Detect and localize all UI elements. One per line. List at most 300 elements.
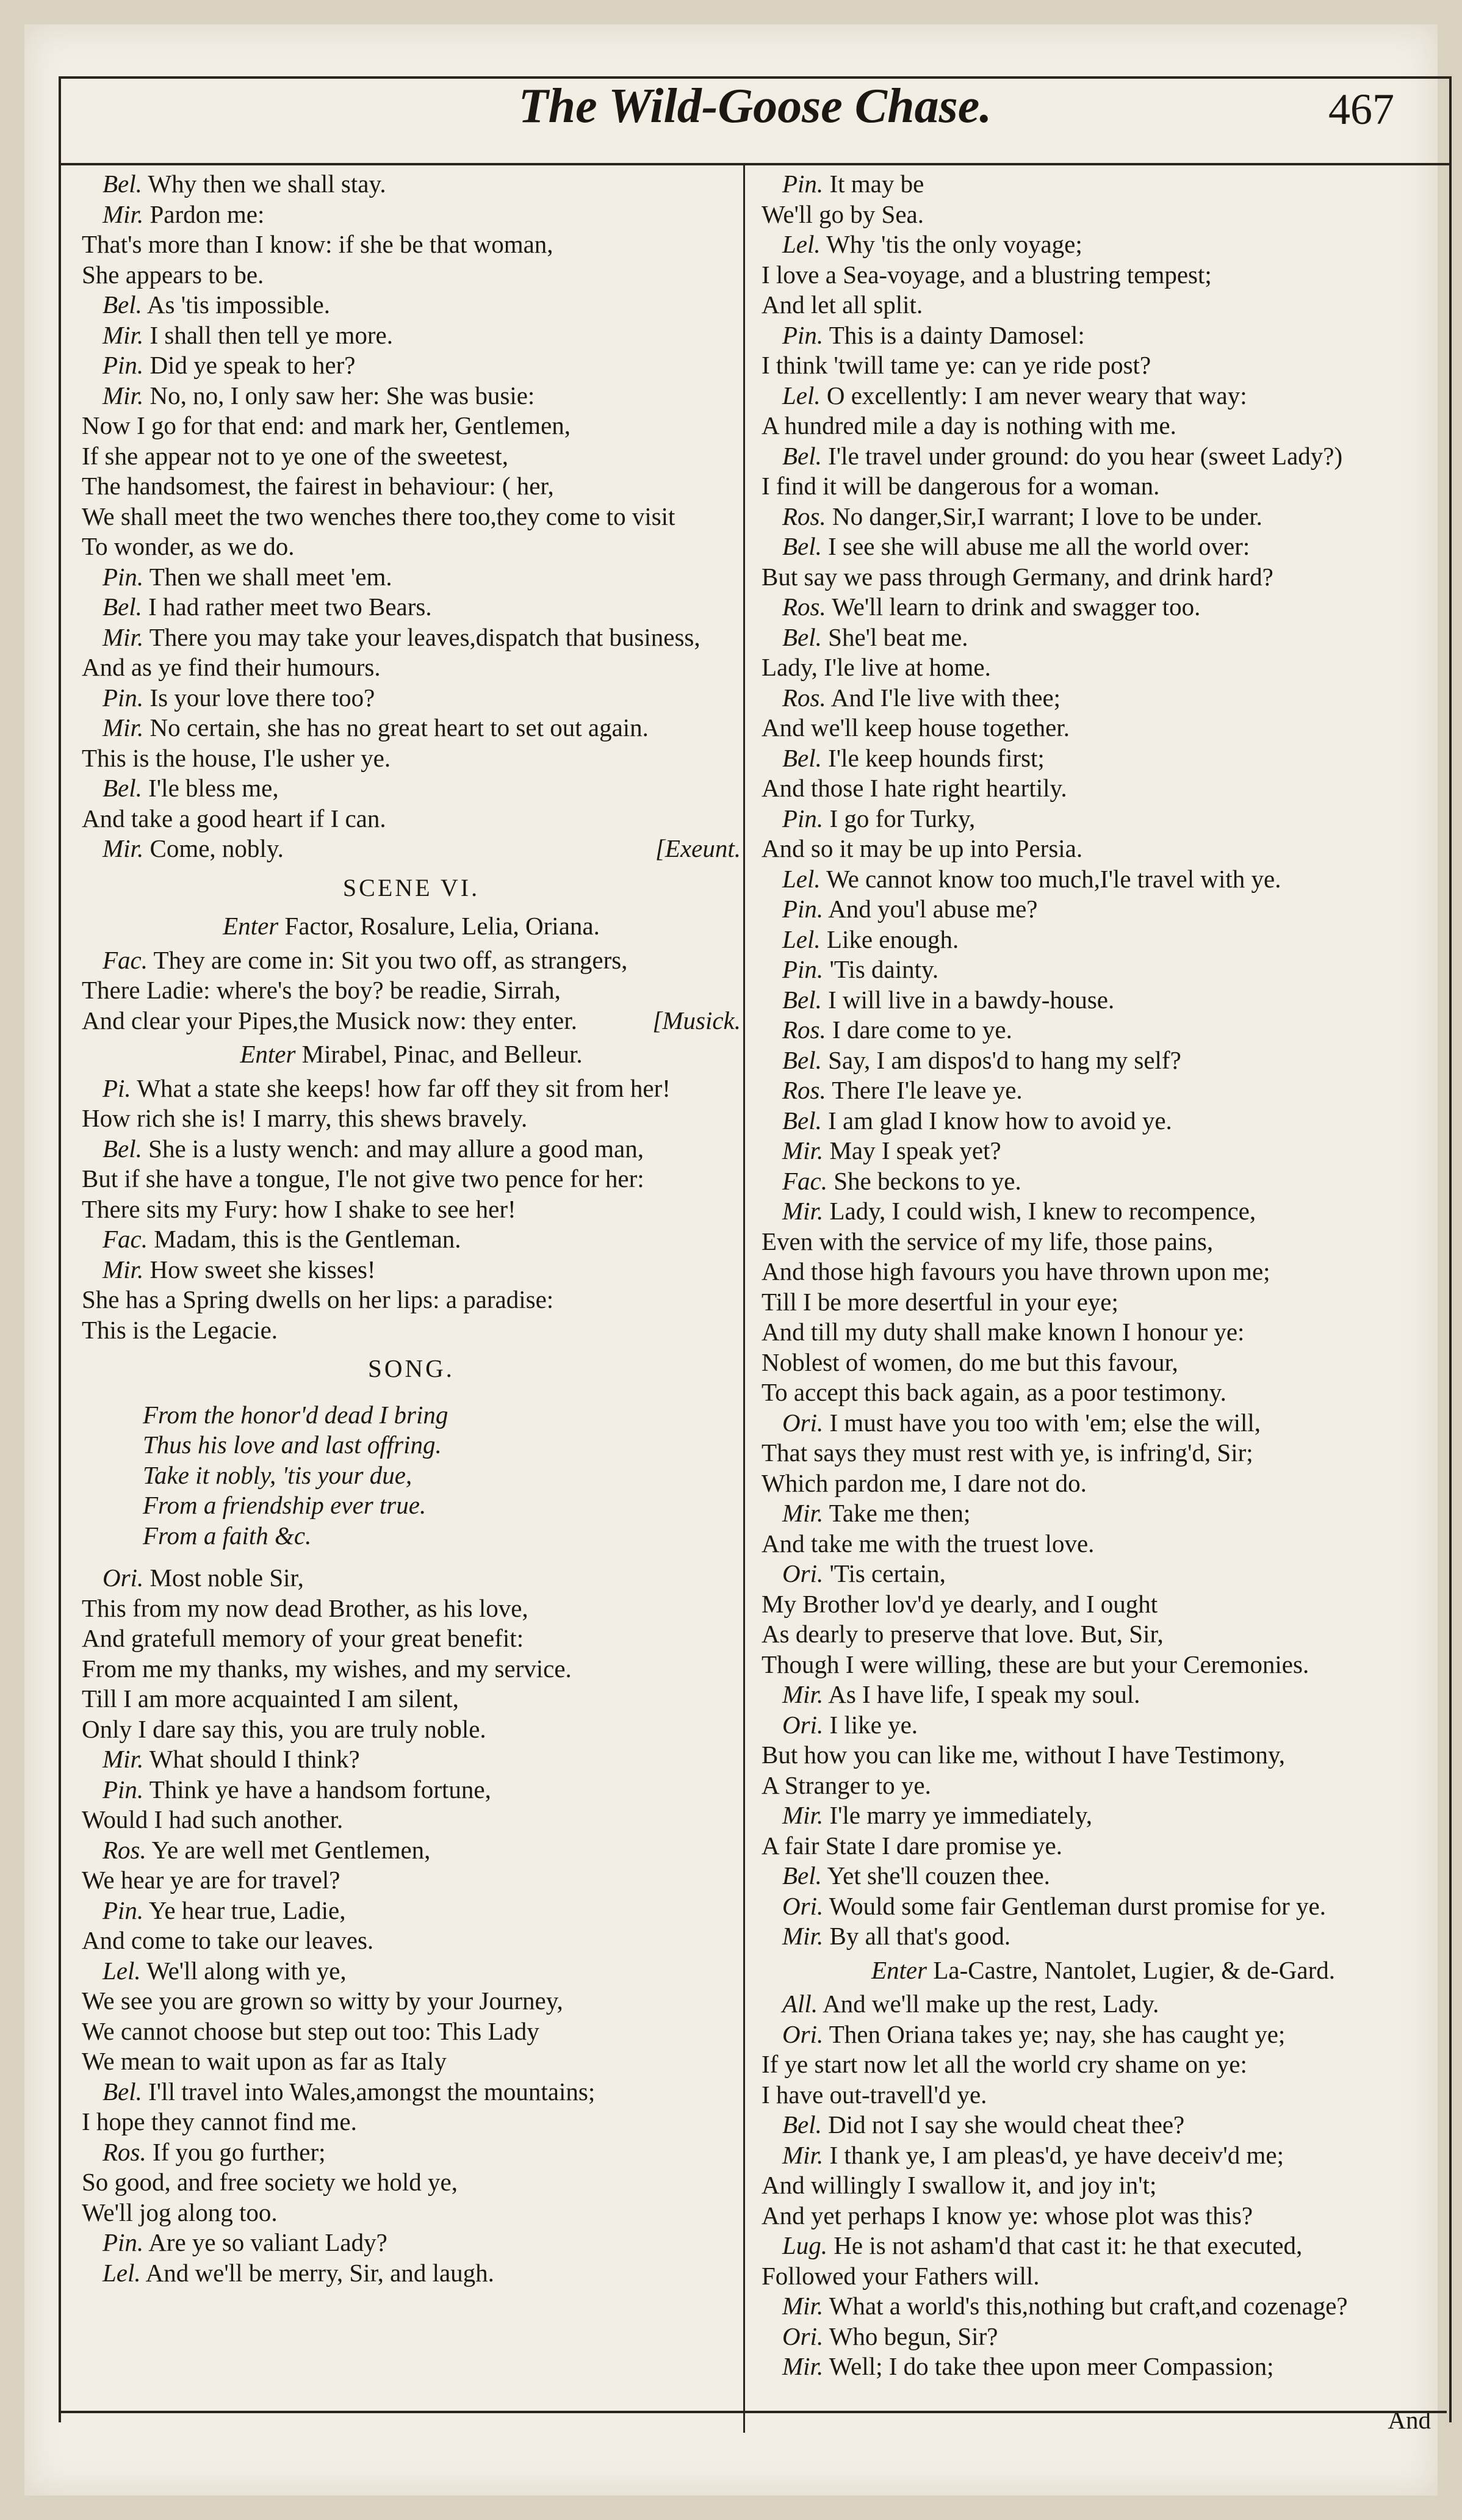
speaker-name: Fac. <box>103 945 148 974</box>
verse-line <box>82 1194 741 1225</box>
line-text: How sweet she kisses! <box>149 1255 376 1283</box>
speech-line <box>762 894 1445 925</box>
speech-line <box>82 1255 741 1285</box>
speaker-name: Mir. <box>103 713 144 742</box>
line-text: I had rather meet two Bears. <box>148 593 432 621</box>
verse-line <box>762 1771 1445 1801</box>
verse-line <box>82 229 741 260</box>
line-text: I'le keep hounds first; <box>828 743 1045 772</box>
line-text: I have out-travell'd ye. <box>762 2080 987 2109</box>
line-text: We'll along with ye, <box>146 1956 347 1985</box>
line-text: 'Tis dainty. <box>829 955 939 983</box>
line-text: And so it may be up into Persia. <box>762 834 1083 862</box>
right-column <box>762 169 1445 2382</box>
speaker-name: Bel. <box>782 1861 822 1890</box>
line-text: But how you can like me, without I have Testimony, <box>762 1741 1285 1769</box>
speech-line <box>762 2322 1445 2352</box>
verse-line <box>762 2261 1445 2292</box>
line-text: I dare come to ye. <box>832 1016 1012 1044</box>
line-text: A hundred mile a day is nothing with me. <box>762 411 1176 439</box>
line-text: My Brother lov'd ye dearly, and I ought <box>762 1589 1158 1618</box>
speech-line <box>762 623 1445 653</box>
speaker-name: Ros. <box>782 593 826 621</box>
speech-line <box>762 1196 1445 1227</box>
speaker-name: Mir. <box>103 1255 144 1283</box>
verse-line <box>762 1529 1445 1559</box>
line-text: We mean to wait upon as far as Italy <box>82 2047 447 2075</box>
line-text: Pardon me: <box>149 200 265 228</box>
verse-line <box>762 773 1445 804</box>
speech-line <box>762 1075 1445 1106</box>
verse-line <box>82 441 741 472</box>
speaker-name: Mir. <box>782 1922 824 1950</box>
line-text: I'le bless me, <box>148 774 279 802</box>
song-title: SONG. <box>368 1354 455 1382</box>
verse-line <box>762 1740 1445 1771</box>
line-text: And you'l abuse me? <box>828 895 1038 923</box>
verse-line <box>762 1438 1445 1468</box>
line-text: This is a dainty Damosel: <box>829 320 1085 349</box>
verse-line <box>762 2170 1445 2201</box>
line-text: 'Tis certain, <box>829 1559 946 1587</box>
speech-line <box>762 1891 1445 1922</box>
speech-line <box>762 804 1445 834</box>
line-text: Is your love there too? <box>149 683 375 712</box>
speaker-name: Pin. <box>103 1896 144 1924</box>
speech-line <box>82 623 741 653</box>
verse-line <box>762 2080 1445 2110</box>
speaker-name: Ros. <box>782 1076 826 1104</box>
speech-line <box>762 1861 1445 1891</box>
line-text: She beckons to ye. <box>834 1166 1021 1195</box>
scene-heading: SCENE VI. <box>342 873 480 901</box>
speech-line <box>762 229 1445 260</box>
line-text: A fair State I dare promise ye. <box>762 1831 1062 1860</box>
line-text: She appears to be. <box>82 260 264 289</box>
line-text: Most noble Sir, <box>149 1564 304 1592</box>
left-column <box>82 169 741 2288</box>
verse-line <box>82 1865 741 1896</box>
line-text: I find it will be dangerous for a woman. <box>762 472 1160 500</box>
line-text: We shall meet the two wenches there too,they come to visit <box>82 502 675 530</box>
speech-line <box>82 834 741 864</box>
line-text: No danger,Sir,I warrant; I love to be under. <box>832 502 1262 530</box>
verse-line <box>762 200 1445 230</box>
speaker-name: Bel. <box>103 291 142 319</box>
speech-line <box>82 2258 741 2289</box>
speech-line <box>762 1800 1445 1831</box>
speaker-name: Bel. <box>782 623 822 651</box>
bottom-rule <box>59 2411 1447 2413</box>
verse-line <box>762 562 1445 593</box>
verse-line <box>762 471 1445 502</box>
speaker-name: Bel. <box>103 2077 142 2106</box>
speaker-name: Fac. <box>103 1225 148 1253</box>
speaker-name: Ori. <box>782 1408 824 1437</box>
line-text: The handsomest, the fairest in behaviour: ( her, <box>82 472 554 500</box>
speaker-name: Mir. <box>103 834 144 862</box>
line-text: A Stranger to ye. <box>762 1771 931 1799</box>
verse-line <box>82 411 741 441</box>
line-text: From me my thanks, my wishes, and my service. <box>82 1654 572 1683</box>
song-line: Thus his love and last offring. <box>143 1431 442 1459</box>
speech-line <box>762 2140 1445 2171</box>
line-text: As dearly to preserve that love. But, Sir, <box>762 1620 1164 1648</box>
line-text: I am glad I know how to avoid ye. <box>828 1106 1172 1135</box>
speech-line <box>762 1136 1445 1166</box>
verse-line <box>82 975 741 1006</box>
line-text: And let all split. <box>762 291 923 319</box>
line-text: Well; I do take thee upon meer Compassion; <box>829 2352 1274 2380</box>
line-text: Yet she'll couzen thee. <box>827 1861 1050 1890</box>
line-text: Only I dare say this, you are truly noble. <box>82 1714 486 1743</box>
line-text: And willingly I swallow it, and joy in't; <box>762 2171 1157 2199</box>
verse-line <box>762 1257 1445 1287</box>
verse-line <box>82 652 741 683</box>
speaker-name: Mir. <box>782 2292 824 2320</box>
line-text: I hope they cannot find me. <box>82 2107 357 2136</box>
line-text: There you may take your leaves,dispatch that business, <box>149 623 700 651</box>
line-text: Say, I am dispos'd to hang my self? <box>828 1045 1181 1074</box>
verse-line <box>762 2049 1445 2080</box>
speech-line <box>762 1559 1445 1589</box>
line-text: This is the house, I'le usher ye. <box>82 743 391 772</box>
line-text: Did ye speak to her? <box>149 351 356 379</box>
spacer <box>82 1551 741 1563</box>
speaker-name: Lel. <box>782 381 821 410</box>
line-text: Which pardon me, I dare not do. <box>762 1468 1087 1497</box>
verse-line <box>762 1619 1445 1650</box>
speech-line <box>762 1921 1445 1952</box>
line-text: May I speak yet? <box>829 1136 1001 1164</box>
speech-line <box>82 320 741 351</box>
speaker-name: Pin. <box>103 1775 144 1803</box>
line-text: There sits my Fury: how I shake to see her! <box>82 1194 516 1223</box>
speaker-name: Bel. <box>103 593 142 621</box>
speech-line <box>762 2020 1445 2050</box>
line-text: But if she have a tongue, I'le not give two pence for her: <box>82 1164 644 1193</box>
speech-line <box>82 1835 741 1866</box>
speaker-name: Bel. <box>103 1134 142 1163</box>
speech-line <box>82 1956 741 1987</box>
verse-line <box>762 652 1445 683</box>
line-text: Are ye so valiant Lady? <box>148 2228 387 2256</box>
line-text: What a world's this,nothing but craft,and cozenage? <box>829 2292 1348 2320</box>
speaker-name: Mir. <box>782 2352 824 2380</box>
line-text: He is not asham'd that cast it: he that executed, <box>834 2231 1303 2259</box>
speaker-name: Mir. <box>103 320 144 349</box>
line-text: Madam, this is the Gentleman. <box>154 1225 461 1253</box>
line-text: I like ye. <box>829 1710 918 1739</box>
speaker-name: Ori. <box>782 1891 824 1920</box>
line-text: Take me then; <box>829 1499 971 1527</box>
line-text: And those high favours you have thrown upon me; <box>762 1257 1270 1285</box>
line-text: Ye are well met Gentlemen, <box>151 1835 431 1864</box>
line-text: As 'tis impossible. <box>146 291 331 319</box>
song-line: From the honor'd dead I bring <box>143 1400 448 1429</box>
speaker-name: Ori. <box>782 1710 824 1739</box>
stage-direction-verb: Enter <box>240 1040 296 1068</box>
speech-line <box>82 562 741 593</box>
speaker-name: All. <box>782 1990 818 2018</box>
speaker-name: Mir. <box>782 1801 824 1829</box>
speech-line <box>82 683 741 713</box>
verse-line <box>82 1684 741 1714</box>
speech-line <box>762 1989 1445 2020</box>
speaker-name: Pin. <box>782 320 824 349</box>
speech-line <box>82 1224 741 1255</box>
speech-line <box>82 350 741 381</box>
speech-line <box>762 169 1445 200</box>
speech-line <box>82 1134 741 1164</box>
line-text: To accept this back again, as a poor testimony. <box>762 1378 1226 1406</box>
speaker-name: Pi. <box>103 1074 131 1102</box>
speech-line <box>762 683 1445 713</box>
line-text: I must have you too with 'em; else the will, <box>829 1408 1261 1437</box>
speech-line <box>762 1045 1445 1076</box>
line-text: We cannot know too much,I'le travel with ye. <box>826 864 1281 893</box>
stage-direction <box>82 1039 741 1070</box>
speaker-name: Bel. <box>782 1106 822 1135</box>
verse-line <box>762 1831 1445 1861</box>
line-text: We hear ye are for travel? <box>82 1866 340 1894</box>
speech-line <box>82 773 741 804</box>
line-text: By all that's good. <box>829 1922 1011 1950</box>
line-text: If she appear not to ye one of the sweetest, <box>82 441 509 470</box>
speech-line <box>762 592 1445 623</box>
line-text: Did not I say she would cheat thee? <box>828 2110 1185 2139</box>
line-text: And take a good heart if I can. <box>82 804 386 832</box>
verse-line <box>82 471 741 502</box>
speech-line <box>82 1744 741 1775</box>
verse-line <box>762 1287 1445 1318</box>
line-text: Till I be more desertful in your eye; <box>762 1287 1118 1316</box>
speaker-name: Bel. <box>782 985 822 1014</box>
speaker-name: Pin. <box>782 804 824 832</box>
speaker-name: Lel. <box>782 230 821 258</box>
verse-line <box>82 502 741 532</box>
speech-line <box>82 2077 741 2107</box>
line-text: And as ye find their humours. <box>82 653 381 681</box>
speaker-name: Mir. <box>782 1499 824 1527</box>
line-text: We'll go by Sea. <box>762 200 924 228</box>
speaker-name: Lel. <box>103 2258 141 2287</box>
line-text: We see you are grown so witty by your Journey, <box>82 1987 563 2015</box>
speaker-name: Ros. <box>782 683 826 712</box>
speaker-name: Ros. <box>103 2137 146 2166</box>
verse-line <box>82 532 741 562</box>
verse-line <box>82 1315 741 1346</box>
line-text: And clear your Pipes,the Musick now: they enter. <box>82 1006 577 1034</box>
speech-line <box>762 925 1445 955</box>
speech-line <box>762 1015 1445 1045</box>
speech-line <box>762 743 1445 774</box>
line-text: But say we pass through Germany, and drink hard? <box>762 562 1273 591</box>
stage-direction-names: Factor, Rosalure, Lelia, Oriana. <box>284 912 600 940</box>
stage-direction <box>762 1955 1445 1986</box>
line-text: No certain, she has no great heart to set out again. <box>149 713 649 742</box>
verse-line <box>82 743 741 774</box>
line-text: And gratefull memory of your great benefit: <box>82 1624 524 1652</box>
speaker-name: Mir. <box>782 2140 824 2169</box>
line-text: What should I think? <box>149 1745 360 1773</box>
line-text: I'le travel under ground: do you hear (sweet Lady?) <box>828 441 1343 470</box>
verse-line <box>762 1468 1445 1499</box>
speaker-name: Ros. <box>782 1016 826 1044</box>
verse-line <box>762 1317 1445 1348</box>
speaker-name: Mir. <box>103 623 144 651</box>
speaker-name: Ros. <box>103 1835 146 1864</box>
exit-direction: [Exeunt. <box>655 834 741 862</box>
verse-line <box>762 1589 1445 1620</box>
speaker-name: Pin. <box>103 683 144 712</box>
line-text: This from my now dead Brother, as his love, <box>82 1594 528 1622</box>
line-text: Why 'tis the only voyage; <box>826 230 1082 258</box>
line-text: And yet perhaps I know ye: whose plot was this? <box>762 2201 1253 2229</box>
speech-line <box>82 381 741 411</box>
speaker-name: Mir. <box>103 381 144 410</box>
catchword: And <box>1388 2406 1431 2434</box>
verse-line <box>762 1650 1445 1680</box>
speech-line <box>82 169 741 200</box>
speech-line <box>762 2110 1445 2140</box>
speaker-name: Lel. <box>782 864 821 893</box>
speaker-name: Bel. <box>782 2110 822 2139</box>
line-text: What a state she keeps! how far off they sit from her! <box>137 1074 671 1102</box>
speaker-name: Bel. <box>782 743 822 772</box>
song-line: Take it nobly, 'tis your due, <box>143 1460 412 1489</box>
speech-line <box>82 713 741 743</box>
verse-line <box>82 1164 741 1194</box>
song-line: From a faith &c. <box>143 1521 312 1550</box>
verse-line <box>82 2198 741 2228</box>
page-number: 467 <box>1328 85 1394 134</box>
verse-line <box>762 290 1445 320</box>
speech-line <box>762 1166 1445 1197</box>
speech-line <box>762 864 1445 895</box>
line-text: Followed your Fathers will. <box>762 2261 1040 2290</box>
speech-line <box>82 200 741 230</box>
line-text: I will live in a bawdy-house. <box>828 985 1115 1014</box>
line-text: And till my duty shall make known I honour ye: <box>762 1318 1245 1346</box>
line-text: I'le marry ye immediately, <box>829 1801 1092 1829</box>
line-text: Come, nobly. <box>149 834 284 862</box>
line-text: We'll learn to drink and swagger too. <box>832 593 1201 621</box>
speaker-name: Mir. <box>782 1680 824 1708</box>
speech-line <box>762 985 1445 1016</box>
speech-line <box>82 1563 741 1594</box>
verse-line <box>762 1348 1445 1378</box>
speech-line <box>82 945 741 976</box>
header-rule <box>61 163 1449 165</box>
speaker-name: Ori. <box>103 1564 144 1592</box>
speaker-name: Ori. <box>782 1559 824 1587</box>
verse-line <box>82 1714 741 1745</box>
column-divider <box>743 165 745 2433</box>
line-text: If ye start now let all the world cry shame on ye: <box>762 2050 1247 2078</box>
line-text: She has a Spring dwells on her lips: a paradise: <box>82 1285 554 1313</box>
speech-line <box>762 2291 1445 2322</box>
line-text: If you go further; <box>153 2137 326 2166</box>
line-text: Even with the service of my life, those pains, <box>762 1227 1214 1255</box>
line-text: Would some fair Gentleman durst promise for ye. <box>829 1891 1326 1920</box>
speech-line <box>82 1074 741 1104</box>
line-text: Till I am more acquainted I am silent, <box>82 1684 459 1713</box>
speech-line <box>82 592 741 623</box>
stage-direction-verb: Enter <box>223 912 279 940</box>
verse-line <box>82 1103 741 1134</box>
speaker-name: Mir. <box>103 200 144 228</box>
speaker-name: Bel. <box>103 170 142 198</box>
line-text: They are come in: Sit you two off, as strangers, <box>153 945 628 974</box>
line-text: She'l beat me. <box>828 623 968 651</box>
speaker-name: Bel. <box>103 774 142 802</box>
exit-direction: [Musick. <box>652 1006 741 1034</box>
book-page <box>24 24 1438 2496</box>
verse-line <box>82 1594 741 1624</box>
verse-line <box>762 834 1445 864</box>
verse-line <box>82 1623 741 1654</box>
line-text: And take me with the truest love. <box>762 1529 1095 1558</box>
line-text: Though I were willing, these are but your Ceremonies. <box>762 1650 1309 1678</box>
speaker-name: Pin. <box>103 2228 144 2256</box>
verse-line <box>82 2016 741 2047</box>
verse-line <box>762 2201 1445 2231</box>
line-text: Think ye have a handsom fortune, <box>149 1775 491 1803</box>
speech-line <box>82 2228 741 2258</box>
line-text: Ye hear true, Ladie, <box>148 1896 346 1924</box>
line-text: Lady, I could wish, I knew to recompence, <box>829 1197 1256 1225</box>
line-text: This is the Legacie. <box>82 1315 278 1344</box>
speech-line <box>82 1775 741 1805</box>
verse-line <box>762 260 1445 291</box>
verse-line <box>82 1285 741 1315</box>
speaker-name: Bel. <box>782 1045 822 1074</box>
line-text: Like enough. <box>826 925 959 953</box>
verse-line <box>762 411 1445 441</box>
line-text: Would I had such another. <box>82 1805 344 1833</box>
verse-line <box>82 1654 741 1684</box>
line-text: To wonder, as we do. <box>82 532 295 560</box>
speaker-name: Lug. <box>782 2231 828 2259</box>
song-line: From a friendship ever true. <box>143 1491 427 1519</box>
speech-line <box>82 290 741 320</box>
line-text: And we'll make up the rest, Lady. <box>823 1990 1159 2018</box>
verse-line <box>762 350 1445 381</box>
line-text: So good, and free society we hold ye, <box>82 2168 458 2196</box>
line-text: And I'le live with thee; <box>830 683 1061 712</box>
verse-line <box>82 2046 741 2077</box>
verse-line <box>82 2107 741 2137</box>
speech-line <box>762 1408 1445 1439</box>
speaker-name: Mir. <box>103 1745 144 1773</box>
line-text: Noblest of women, do me but this favour, <box>762 1348 1178 1376</box>
speaker-name: Lel. <box>103 1956 141 1985</box>
stage-direction-names: Mirabel, Pinac, and Belleur. <box>301 1040 583 1068</box>
speaker-name: Ros. <box>782 502 826 530</box>
speaker-name: Fac. <box>782 1166 827 1195</box>
verse-line <box>762 1227 1445 1257</box>
speech-line <box>762 955 1445 985</box>
speaker-name: Pin. <box>782 955 824 983</box>
speech-line <box>762 2352 1445 2382</box>
line-text: Then we shall meet 'em. <box>149 562 392 591</box>
speech-line <box>762 532 1445 562</box>
running-title: The Wild-Goose Chase. <box>518 79 992 133</box>
line-text: I think 'twill tame ye: can ye ride post? <box>762 351 1151 379</box>
line-text: Who begun, Sir? <box>829 2322 998 2350</box>
line-text: As I have life, I speak my soul. <box>828 1680 1140 1708</box>
